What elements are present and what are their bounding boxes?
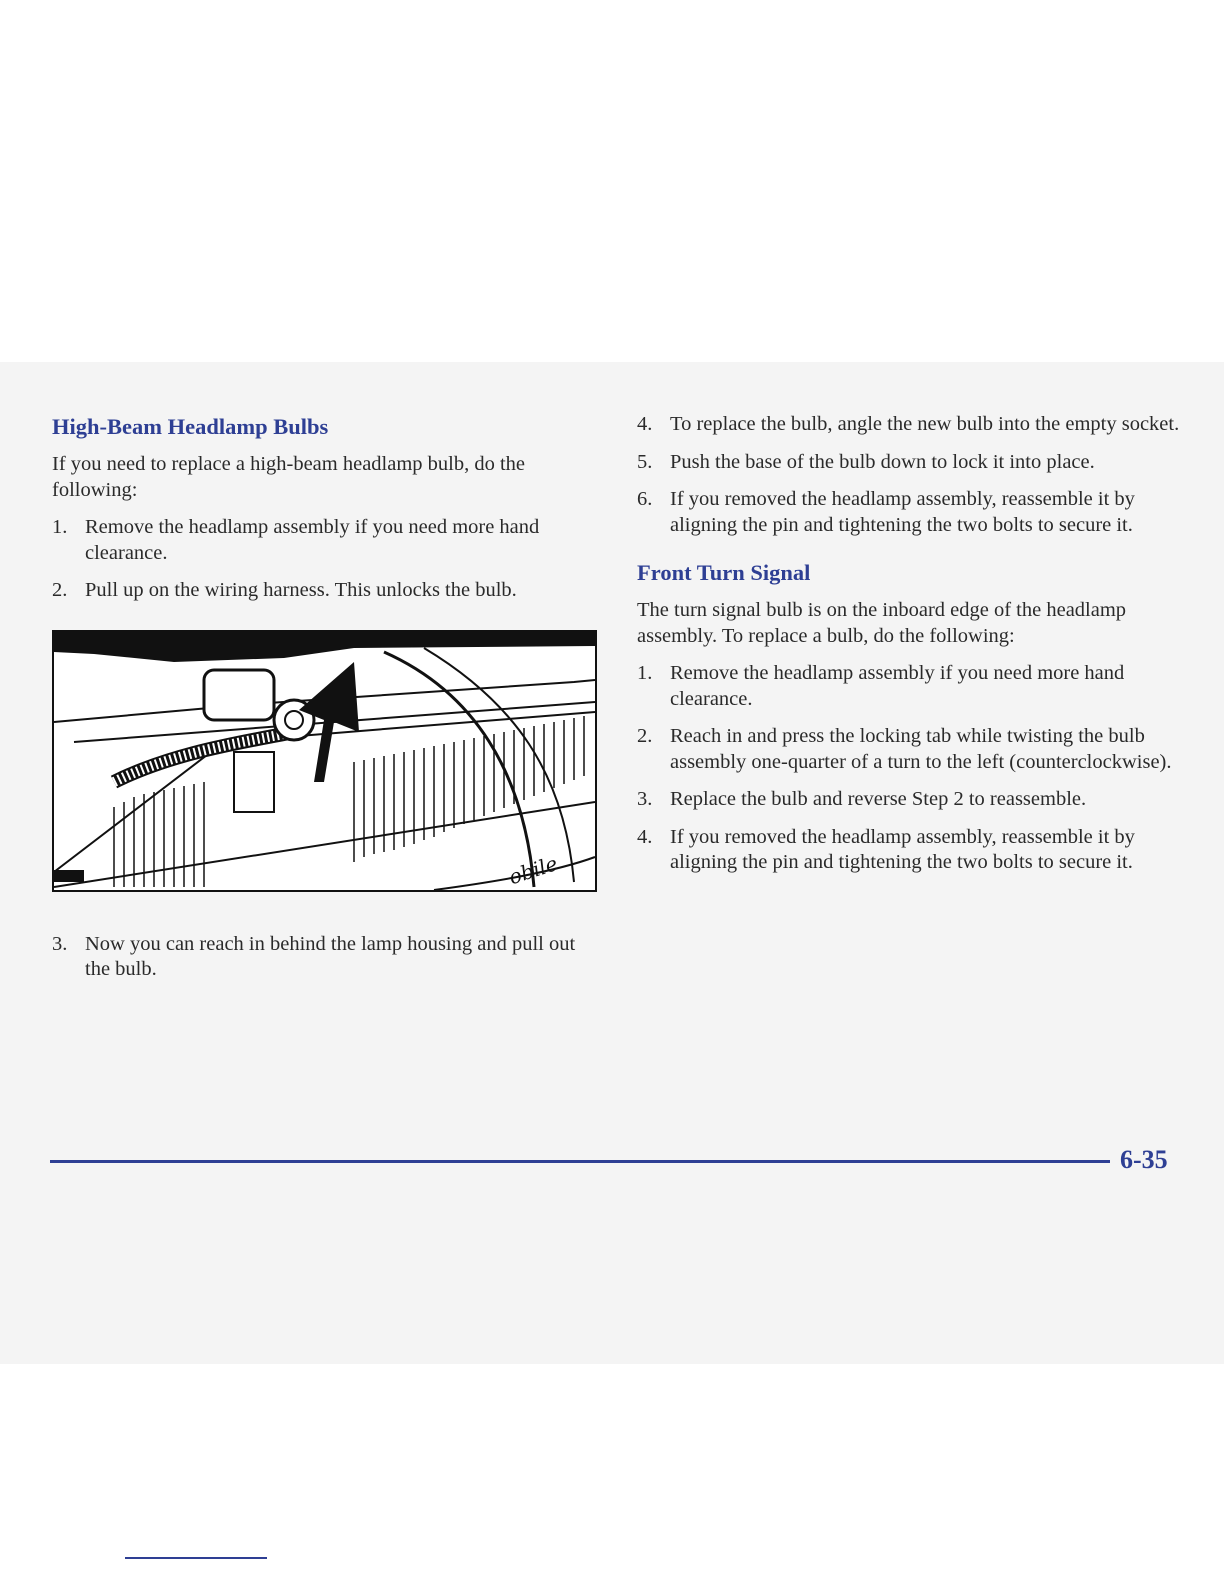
list-item xyxy=(637,412,1182,438)
list-item xyxy=(637,450,1182,476)
page-number: 6-35 xyxy=(1120,1145,1168,1174)
step-text: If you removed the headlamp assembly, reassemble it by aligning the pin and tightening the two bolts to secure it. xyxy=(670,825,1135,873)
footer-rule xyxy=(50,1160,1110,1163)
left-column xyxy=(52,412,597,995)
step-text: Remove the headlamp assembly if you need more hand clearance. xyxy=(670,662,1125,710)
step-text: Pull up on the wiring harness. This unlocks the bulb. xyxy=(85,579,517,601)
bottom-mark xyxy=(125,1557,267,1559)
step-text: Now you can reach in behind the lamp housing and pull out the bulb. xyxy=(85,932,576,980)
step-number: 3. xyxy=(637,788,653,810)
section-heading-front-turn-signal: Front Turn Signal xyxy=(637,560,811,585)
figure-signature: obile xyxy=(505,850,561,889)
step-number: 4. xyxy=(637,825,653,848)
step-text: Push the base of the bulb down to lock it into place. xyxy=(670,450,1095,473)
list-item xyxy=(52,578,597,604)
turn-signal-steps xyxy=(637,661,1182,876)
step-number: 1. xyxy=(52,516,68,538)
step-text: Replace the bulb and reverse Step 2 to reassemble. xyxy=(670,788,1087,810)
high-beam-steps-1 xyxy=(52,515,597,604)
list-item xyxy=(637,787,1182,813)
turn-signal-intro: The turn signal bulb is on the inboard edge of the headlamp assembly. To replace a bulb, do the following: xyxy=(637,599,1127,647)
step-text: Reach in and press the locking tab while twisting the bulb assembly one-quarter of a turn to the left (counterclockwise). xyxy=(670,725,1172,773)
high-beam-steps-continued xyxy=(637,412,1182,538)
high-beam-intro: If you need to replace a high-beam headlamp bulb, do the following: xyxy=(52,453,526,501)
list-item xyxy=(637,724,1182,775)
list-item xyxy=(637,825,1182,876)
high-beam-steps-2 xyxy=(52,932,597,983)
step-number: 2. xyxy=(637,725,653,747)
list-item xyxy=(52,932,597,983)
step-text: If you removed the headlamp assembly, reassemble it by aligning the pin and tightening the two bolts to secure it. xyxy=(670,488,1135,536)
section-heading-high-beam: High-Beam Headlamp Bulbs xyxy=(52,414,329,439)
list-item xyxy=(637,487,1182,538)
step-text: Remove the headlamp assembly if you need more hand clearance. xyxy=(85,516,540,564)
list-item xyxy=(52,515,597,566)
headlamp-drawing xyxy=(54,632,595,890)
step-text: To replace the bulb, angle the new bulb into the empty socket. xyxy=(670,413,1180,435)
step-number: 3. xyxy=(52,932,68,955)
step-number: 4. xyxy=(637,413,653,435)
right-column xyxy=(637,412,1182,888)
step-number: 2. xyxy=(52,579,68,601)
step-number: 5. xyxy=(637,450,653,473)
step-number: 6. xyxy=(637,488,653,510)
headlamp-illustration xyxy=(52,630,597,892)
list-item xyxy=(637,661,1182,712)
step-number: 1. xyxy=(637,662,653,684)
